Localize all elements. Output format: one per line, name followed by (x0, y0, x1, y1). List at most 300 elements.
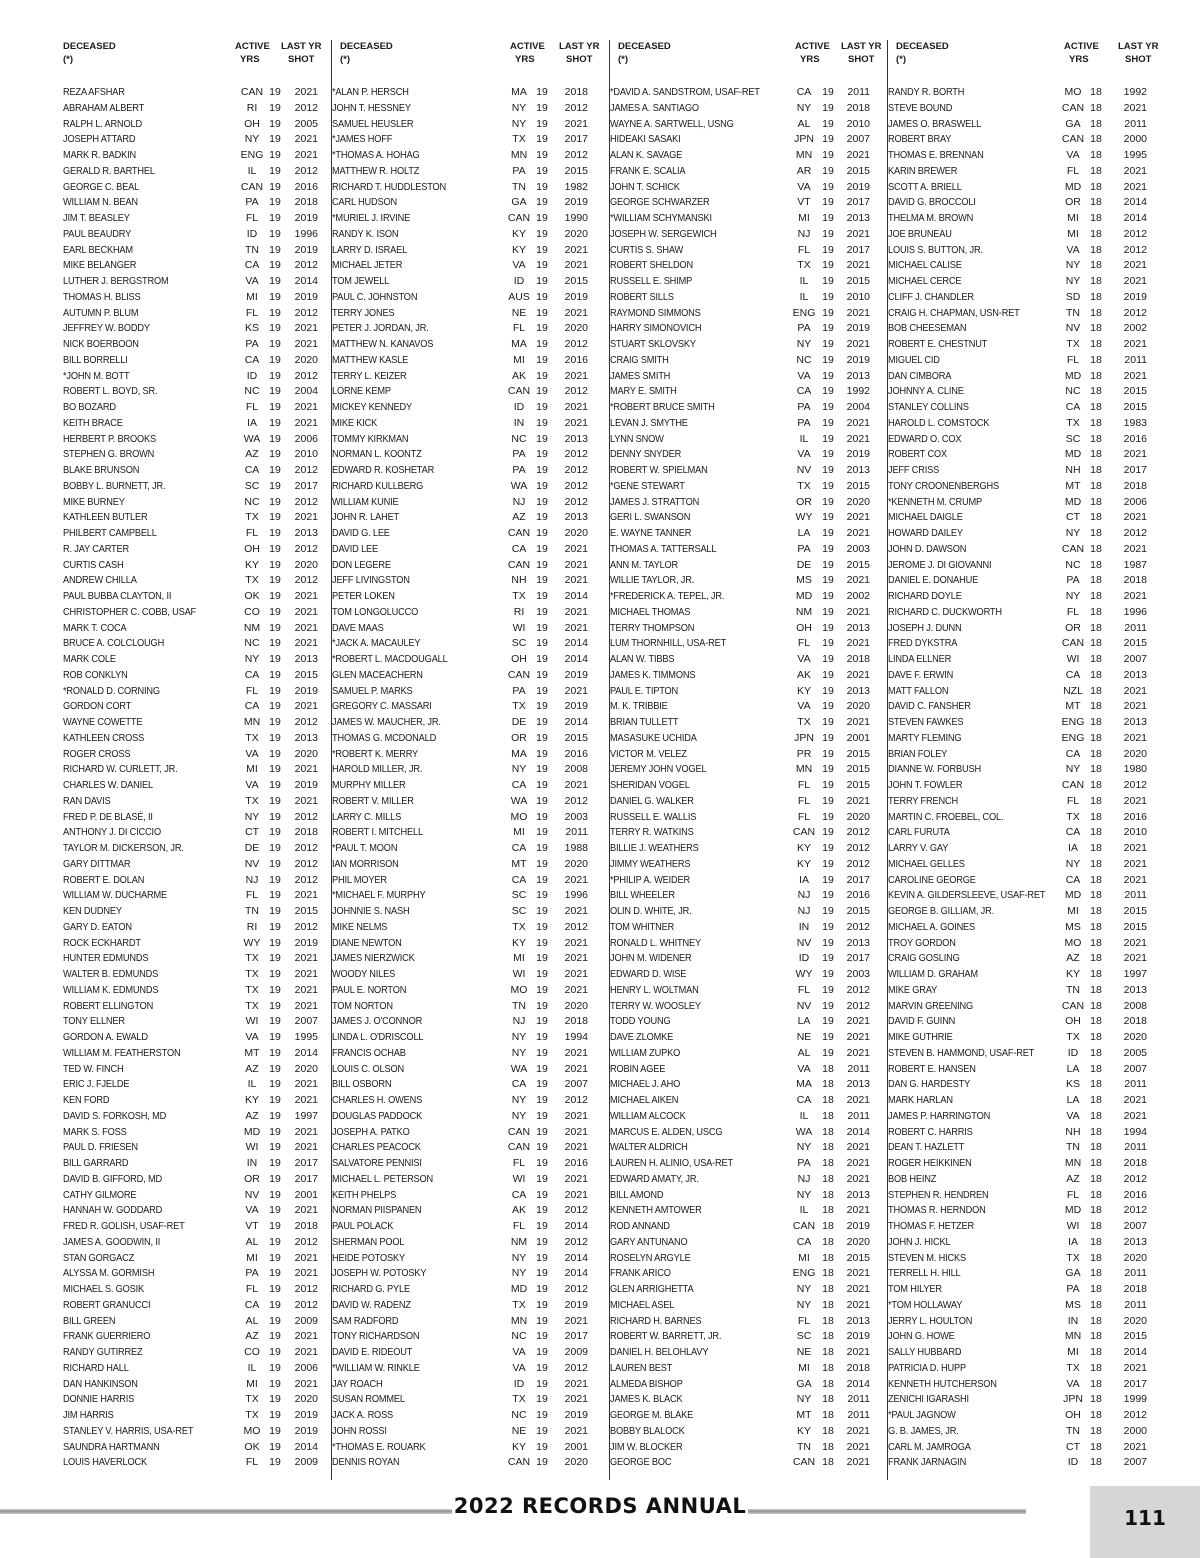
record-row (888, 101, 1162, 117)
record-state: AZ (1066, 952, 1080, 965)
record-row (63, 1266, 323, 1282)
record-active-yrs: 19 (269, 936, 281, 949)
record-name: RICHARD T. HUDDLESTON (332, 180, 447, 193)
record-name: BLAKE BRUNSON (63, 464, 140, 476)
record-state: MI (1067, 227, 1079, 240)
record-row (63, 904, 323, 920)
record-last-yr-shot: 2013 (846, 1314, 870, 1327)
record-name: DIANNE W. FORBUSH (888, 763, 982, 776)
record-last-yr-shot: 2011 (1124, 1141, 1147, 1154)
record-active-yrs: 19 (536, 1424, 548, 1437)
record-name: MIGUEL CID (888, 353, 940, 366)
record-row (63, 1251, 323, 1267)
record-name: SCOTT A. BRIELL (888, 180, 962, 193)
record-row (888, 967, 1162, 983)
record-row (610, 1014, 882, 1030)
record-last-yr-shot: 2000 (1123, 1424, 1147, 1437)
record-active-yrs: 18 (1090, 842, 1102, 854)
record-row (63, 1203, 323, 1219)
record-last-yr-shot: 2012 (564, 1204, 588, 1217)
record-name: ROBERT SILLS (610, 290, 674, 303)
record-last-yr-shot: 2021 (564, 779, 588, 791)
record-row (610, 495, 882, 511)
record-last-yr-shot: 2017 (564, 1330, 588, 1343)
record-state: KY (796, 842, 811, 854)
record-name: EARL BECKHAM (63, 243, 133, 256)
record-row (888, 195, 1162, 211)
record-name: TOMMY KIRKMAN (332, 432, 409, 445)
record-state: OH (1065, 1015, 1081, 1028)
record-name: KENNETH AMTOWER (610, 1204, 702, 1217)
header-deceased: DECEASED (618, 41, 671, 52)
record-state: SD (1065, 290, 1081, 303)
record-last-yr-shot: 2021 (294, 1078, 318, 1091)
record-last-yr-shot: 2021 (294, 1094, 318, 1106)
header-last-yr: LAST YR (841, 41, 882, 52)
record-last-yr-shot: 2021 (564, 306, 588, 319)
record-name: *PHILIP A. WEIDER (610, 873, 691, 886)
record-row (332, 117, 604, 133)
record-last-yr-shot: 1982 (564, 180, 588, 193)
record-row (332, 1219, 604, 1235)
record-state: CAN (1061, 101, 1085, 114)
record-row (63, 479, 323, 495)
record-name: RANDY GUTIRREZ (63, 1346, 143, 1358)
record-name: DANIEL G. WALKER (610, 794, 694, 807)
record-last-yr-shot: 2021 (564, 574, 588, 587)
record-name: TONY ELLNER (63, 1015, 125, 1028)
header-last-yr: LAST YR (559, 41, 600, 52)
record-active-yrs: 19 (822, 905, 834, 917)
record-row (610, 337, 882, 353)
record-name: R. JAY CARTER (63, 542, 130, 555)
record-name: CHARLES H. OWENS (332, 1094, 423, 1106)
record-state: MA (796, 1078, 812, 1091)
record-active-yrs: 18 (822, 1220, 834, 1232)
record-last-yr-shot: 2021 (846, 416, 870, 429)
record-active-yrs: 19 (822, 511, 834, 524)
record-last-yr-shot: 2021 (846, 259, 870, 272)
record-state: FL (245, 1456, 259, 1469)
record-active-yrs: 19 (536, 1298, 548, 1311)
record-state: NV (796, 999, 812, 1012)
record-state: OH (244, 542, 260, 555)
record-row (610, 1140, 882, 1156)
record-name: DAVID W. RADENZ (332, 1298, 411, 1311)
record-last-yr-shot: 2021 (1123, 180, 1147, 193)
record-row (610, 148, 882, 164)
record-state: AZ (245, 1330, 259, 1343)
record-active-yrs: 19 (536, 700, 548, 713)
record-last-yr-shot: 2021 (1123, 857, 1147, 870)
record-state: NY (796, 1298, 812, 1311)
record-state: MI (513, 353, 525, 366)
record-active-yrs: 19 (822, 716, 834, 728)
record-last-yr-shot: 2013 (846, 621, 870, 634)
record-row (332, 132, 604, 148)
record-active-yrs: 19 (822, 479, 834, 492)
record-name: ROBERT SHELDON (610, 259, 693, 272)
record-row (888, 699, 1162, 715)
record-name: LOUIS S. BUTTON, JR. (888, 243, 983, 256)
record-state: ID (513, 1377, 525, 1390)
record-name: LINDA ELLNER (888, 653, 952, 665)
record-last-yr-shot: 2015 (294, 668, 318, 681)
record-row (610, 1251, 882, 1267)
record-last-yr-shot: 2012 (846, 857, 870, 870)
record-state: DE (796, 558, 812, 571)
record-name: STANLEY V. HARRIS, USA-RET (63, 1424, 194, 1437)
record-state: WI (245, 1141, 259, 1154)
record-last-yr-shot: 2021 (846, 149, 870, 161)
record-name: DAVID G. BROCCOLI (888, 196, 976, 209)
record-name: JIMMY WEATHERS (610, 857, 691, 870)
record-row (610, 605, 882, 621)
record-row (888, 810, 1162, 826)
record-active-yrs: 19 (536, 275, 548, 287)
record-name: PAUL E. NORTON (332, 983, 407, 996)
record-last-yr-shot: 2021 (846, 605, 870, 618)
record-name: JERRY L. HOULTON (888, 1314, 973, 1327)
record-state: FL (245, 212, 259, 224)
record-name: WILLIAM K. EDMUNDS (63, 983, 159, 996)
record-last-yr-shot: 2021 (1123, 936, 1147, 949)
record-state: MT (1065, 700, 1081, 713)
record-active-yrs: 19 (536, 1046, 548, 1059)
record-active-yrs: 19 (536, 86, 548, 98)
record-last-yr-shot: 2013 (294, 731, 318, 744)
record-last-yr-shot: 2013 (846, 464, 870, 476)
record-state: VA (245, 1204, 259, 1217)
record-state: MD (1064, 369, 1082, 382)
record-name: TONY CROONENBERGHS (888, 479, 999, 492)
record-active-yrs: 19 (822, 684, 834, 697)
record-row (63, 258, 323, 274)
record-name: ROBERT E. HANSEN (888, 1062, 976, 1075)
record-state: OK (244, 1440, 260, 1453)
record-active-yrs: 18 (1090, 1283, 1102, 1295)
record-last-yr-shot: 2021 (564, 1125, 588, 1138)
record-row (63, 1014, 323, 1030)
record-name: NICK BOERBOON (63, 338, 139, 350)
record-last-yr-shot: 2012 (846, 826, 870, 839)
record-state: PA (512, 464, 526, 476)
record-active-yrs: 19 (536, 637, 548, 650)
record-name: JAMES K. TIMMONS (610, 668, 696, 681)
record-active-yrs: 19 (822, 432, 834, 445)
header-deceased: DECEASED (896, 41, 949, 52)
record-name: BOB CHEESEMAN (888, 322, 967, 335)
record-name: SALVATORE PENNISI (332, 1157, 422, 1169)
record-state: CA (796, 385, 812, 398)
record-state: ID (513, 401, 525, 413)
record-state: CAN (1061, 133, 1085, 146)
record-row (888, 888, 1162, 904)
record-active-yrs: 18 (822, 1409, 834, 1421)
record-name: SAUNDRA HARTMANN (63, 1440, 160, 1453)
record-last-yr-shot: 2020 (846, 1235, 870, 1248)
record-state: TX (245, 1409, 259, 1421)
record-row (610, 936, 882, 952)
record-active-yrs: 19 (269, 1346, 281, 1358)
record-state: IA (1068, 1235, 1078, 1248)
record-row (332, 1109, 604, 1125)
record-state: NV (1065, 322, 1081, 335)
record-row (610, 558, 882, 574)
record-last-yr-shot: 2003 (564, 810, 588, 823)
record-name: TERRY FRENCH (888, 794, 958, 807)
record-last-yr-shot: 2021 (564, 1188, 588, 1201)
record-name: JOSEPH W. POTOSKY (332, 1267, 427, 1280)
record-name: FRED DYKSTRA (888, 637, 958, 650)
record-name: GREGORY C. MASSARI (332, 700, 432, 713)
record-active-yrs: 19 (536, 527, 548, 539)
record-active-yrs: 19 (269, 590, 281, 602)
record-last-yr-shot: 2017 (846, 196, 870, 209)
record-active-yrs: 19 (536, 1251, 548, 1264)
record-row (610, 164, 882, 180)
record-row (63, 636, 323, 652)
record-last-yr-shot: 2018 (294, 1220, 318, 1232)
record-active-yrs: 19 (822, 164, 834, 177)
record-active-yrs: 18 (1090, 259, 1102, 272)
record-last-yr-shot: 2012 (294, 369, 318, 382)
record-active-yrs: 19 (536, 731, 548, 744)
record-state: WY (795, 968, 813, 980)
record-last-yr-shot: 2021 (564, 1109, 588, 1122)
record-state: JPN (794, 731, 814, 744)
record-active-yrs: 19 (269, 259, 281, 272)
record-state: MI (798, 212, 810, 224)
record-row (63, 1377, 323, 1393)
record-name: GEORGE M. BLAKE (610, 1409, 694, 1421)
record-last-yr-shot: 2016 (1123, 432, 1147, 445)
record-state: MI (1067, 1346, 1079, 1358)
record-last-yr-shot: 2007 (846, 133, 870, 146)
header-shot: SHOT (288, 54, 315, 65)
record-state: KY (796, 857, 811, 870)
record-state: FL (797, 794, 811, 807)
record-row (888, 1314, 1162, 1330)
record-active-yrs: 19 (536, 369, 548, 382)
record-last-yr-shot: 2017 (846, 243, 870, 256)
record-state: NY (244, 133, 260, 146)
record-active-yrs: 18 (1090, 826, 1102, 839)
record-name: GEORGE BOC (610, 1456, 672, 1469)
record-name: JEFFREY W. BODDY (63, 322, 150, 335)
records-column-1 (63, 40, 323, 1480)
record-last-yr-shot: 2019 (294, 290, 318, 303)
record-last-yr-shot: 2013 (564, 432, 588, 445)
record-name: E. WAYNE TANNER (610, 527, 692, 539)
record-row (332, 747, 604, 763)
header-shot: SHOT (566, 54, 593, 65)
record-last-yr-shot: 2021 (294, 1141, 318, 1154)
record-name: *GENE STEWART (610, 479, 685, 492)
record-last-yr-shot: 2021 (1123, 731, 1147, 744)
record-row (332, 306, 604, 322)
record-row (888, 1424, 1162, 1440)
record-active-yrs: 19 (269, 747, 281, 760)
record-active-yrs: 19 (269, 1062, 281, 1075)
record-last-yr-shot: 2007 (1123, 653, 1147, 665)
record-state: WI (1066, 653, 1080, 665)
record-name: WILLIE TAYLOR, JR. (610, 574, 695, 587)
record-active-yrs: 19 (536, 227, 548, 240)
record-name: EDWARD O. COX (888, 432, 962, 445)
record-row (888, 1109, 1162, 1125)
record-active-yrs: 19 (822, 936, 834, 949)
record-name: TERRY JONES (332, 306, 395, 319)
record-active-yrs: 19 (536, 385, 548, 398)
record-row (610, 762, 882, 778)
record-row (63, 180, 323, 196)
record-name: PATRICIA D. HUPP (888, 1361, 966, 1374)
record-active-yrs: 19 (822, 794, 834, 807)
record-state: NJ (245, 873, 259, 886)
record-last-yr-shot: 2021 (564, 905, 588, 917)
record-state: JPN (794, 133, 814, 146)
record-active-yrs: 19 (822, 401, 834, 413)
record-state: SC (1065, 432, 1081, 445)
record-state: NY (1065, 527, 1081, 539)
record-state: VA (1066, 1109, 1080, 1122)
record-active-yrs: 19 (536, 810, 548, 823)
record-state: NY (796, 1393, 812, 1406)
record-last-yr-shot: 2021 (294, 1377, 318, 1390)
record-row (332, 447, 604, 463)
record-active-yrs: 19 (269, 731, 281, 744)
record-last-yr-shot: 2020 (564, 857, 588, 870)
record-state: CAN (507, 385, 531, 398)
record-last-yr-shot: 2017 (294, 1172, 318, 1185)
record-row (332, 1203, 604, 1219)
record-last-yr-shot: 2019 (294, 779, 318, 791)
record-last-yr-shot: 2015 (846, 479, 870, 492)
record-row (332, 258, 604, 274)
record-last-yr-shot: 2019 (846, 1330, 870, 1343)
record-name: WILLIAM N. BEAN (63, 196, 138, 209)
record-row (610, 1203, 882, 1219)
record-state: MT (1065, 479, 1081, 492)
record-state: CAN (792, 826, 816, 839)
record-state: PA (512, 684, 526, 697)
record-row (332, 1266, 604, 1282)
record-name: PAUL POLACK (332, 1220, 394, 1232)
record-active-yrs: 19 (536, 322, 548, 335)
record-last-yr-shot: 2021 (564, 983, 588, 996)
record-active-yrs: 19 (536, 1204, 548, 1217)
record-state: AK (511, 369, 526, 382)
record-name: ROGER HEIKKINEN (888, 1157, 972, 1169)
record-state: TN (512, 180, 526, 193)
record-row (332, 1345, 604, 1361)
record-name: ROCK ECKHARDT (63, 936, 141, 949)
record-active-yrs: 19 (269, 1330, 281, 1343)
record-name: RICHARD H. BARNES (610, 1314, 702, 1327)
record-active-yrs: 19 (536, 511, 548, 524)
record-state: CA (244, 464, 260, 476)
record-last-yr-shot: 2012 (294, 857, 318, 870)
record-state: PA (245, 196, 259, 209)
record-state: MI (246, 1251, 258, 1264)
record-name: PAUL BEAUDRY (63, 227, 132, 240)
record-row (63, 888, 323, 904)
record-row (610, 432, 882, 448)
record-name: MICHAEL S. GOSIK (63, 1283, 145, 1295)
record-active-yrs: 19 (536, 668, 548, 681)
record-last-yr-shot: 2021 (564, 952, 588, 965)
record-row (610, 857, 882, 873)
record-last-yr-shot: 2012 (294, 1283, 318, 1295)
record-last-yr-shot: 2021 (294, 999, 318, 1012)
record-active-yrs: 18 (1090, 653, 1102, 665)
record-active-yrs: 19 (269, 574, 281, 587)
record-row (888, 605, 1162, 621)
record-active-yrs: 19 (536, 259, 548, 272)
record-row (332, 526, 604, 542)
record-name: RANDY K. ISON (332, 227, 399, 240)
record-active-yrs: 19 (822, 605, 834, 618)
record-state: VA (245, 747, 259, 760)
record-row (610, 542, 882, 558)
record-name: SHERMAN POOL (332, 1235, 405, 1248)
record-active-yrs: 18 (1090, 353, 1102, 366)
record-name: MARY E. SMITH (610, 385, 677, 398)
record-name: DOUGLAS PADDOCK (332, 1109, 423, 1122)
record-row (63, 1172, 323, 1188)
record-name: LAUREN H. ALINIO, USA-RET (610, 1157, 733, 1169)
record-last-yr-shot: 2020 (1123, 747, 1147, 760)
record-row (63, 794, 323, 810)
record-last-yr-shot: 2018 (1123, 479, 1147, 492)
record-row (888, 1235, 1162, 1251)
record-name: *ROBERT BRUCE SMITH (610, 401, 715, 413)
record-active-yrs: 19 (269, 401, 281, 413)
record-row (332, 668, 604, 684)
record-active-yrs: 19 (269, 133, 281, 146)
record-name: ROSELYN ARGYLE (610, 1251, 691, 1264)
record-last-yr-shot: 2015 (846, 747, 870, 760)
record-name: ALMEDA BISHOP (610, 1377, 683, 1390)
record-last-yr-shot: 2021 (846, 794, 870, 807)
record-state: OH (511, 653, 527, 665)
record-row (610, 1219, 882, 1235)
record-last-yr-shot: 2011 (1124, 117, 1147, 130)
record-name: STAN GORGACZ (63, 1251, 135, 1264)
record-active-yrs: 19 (269, 149, 281, 161)
record-row (63, 1046, 323, 1062)
record-active-yrs: 19 (269, 857, 281, 870)
record-active-yrs: 18 (1090, 511, 1102, 524)
record-row (888, 920, 1162, 936)
record-state: TX (512, 133, 526, 146)
record-row (888, 951, 1162, 967)
record-name: JAMES J. O'CONNOR (332, 1015, 423, 1028)
record-name: DANIEL H. BELOHLAVY (610, 1346, 709, 1358)
record-state: FL (1066, 164, 1080, 177)
record-row (63, 211, 323, 227)
record-name: MASASUKE UCHIDA (610, 731, 697, 744)
record-row (332, 1251, 604, 1267)
record-state: MI (513, 952, 525, 965)
record-state: JPN (1063, 1393, 1083, 1406)
record-state: ENG (792, 1267, 816, 1280)
record-state: MT (796, 1409, 812, 1421)
record-name: HARRY SIMONOVICH (610, 322, 702, 335)
record-last-yr-shot: 2021 (846, 432, 870, 445)
record-row (610, 243, 882, 259)
